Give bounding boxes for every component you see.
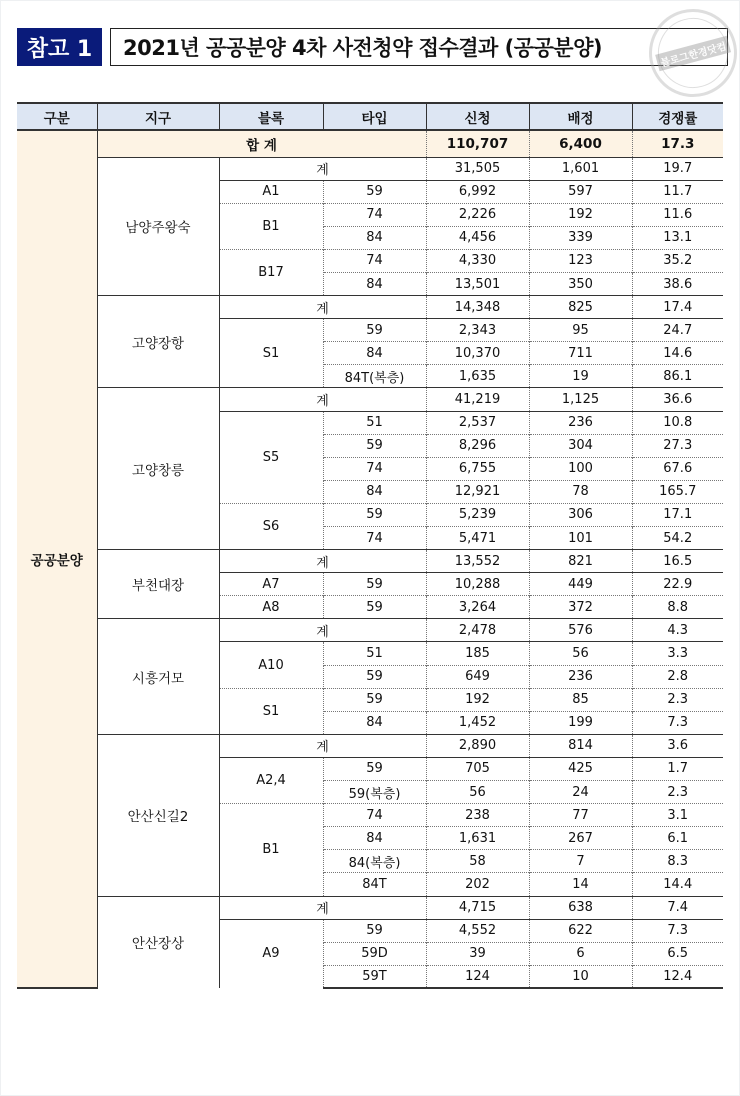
- allocated-cell: 78: [529, 480, 632, 503]
- subtotal-ratio: 16.5: [632, 550, 723, 573]
- district-subtotal-row: [17, 734, 723, 757]
- block-cell: B1: [219, 203, 323, 249]
- type-cell: 84: [323, 711, 426, 734]
- district-subtotal-row: [17, 896, 723, 919]
- block-cell: A10: [219, 642, 323, 688]
- allocated-cell: 101: [529, 527, 632, 550]
- page-title: 2021년 공공분양 4차 사전청약 접수결과 (공공분양): [110, 28, 728, 66]
- type-cell: 74: [323, 527, 426, 550]
- ratio-cell: 14.4: [632, 873, 723, 896]
- district-name: 고양장항: [97, 296, 219, 388]
- subtotal-label: 계: [219, 157, 426, 180]
- applications-cell: 192: [426, 688, 529, 711]
- subtotal-allocated: 1,601: [529, 157, 632, 180]
- ratio-cell: 13.1: [632, 226, 723, 249]
- block-cell: S5: [219, 411, 323, 503]
- ratio-cell: 24.7: [632, 319, 723, 342]
- applications-cell: 2,226: [426, 203, 529, 226]
- type-cell: 59: [323, 688, 426, 711]
- district-name: 남양주왕숙: [97, 157, 219, 296]
- column-header-block: 블록: [219, 103, 323, 130]
- allocated-cell: 10: [529, 965, 632, 988]
- district-name: 부천대장: [97, 550, 219, 619]
- type-cell: 74: [323, 457, 426, 480]
- table-body: [17, 130, 723, 988]
- subtotal-label: 계: [219, 619, 426, 642]
- grand-total-allocated: 6,400: [529, 130, 632, 157]
- allocated-cell: 236: [529, 411, 632, 434]
- block-cell: A2,4: [219, 757, 323, 803]
- applications-cell: 13,501: [426, 272, 529, 295]
- applications-cell: 3,264: [426, 596, 529, 619]
- district-subtotal-row: [17, 157, 723, 180]
- allocated-cell: 306: [529, 503, 632, 526]
- district-name: 시흥거모: [97, 619, 219, 734]
- subtotal-applications: 2,890: [426, 734, 529, 757]
- column-header-applications: 신청: [426, 103, 529, 130]
- subtotal-allocated: 821: [529, 550, 632, 573]
- applications-cell: 56: [426, 781, 529, 804]
- ratio-cell: 12.4: [632, 965, 723, 988]
- type-cell: 59: [323, 919, 426, 942]
- ratio-cell: 17.1: [632, 503, 723, 526]
- ratio-cell: 7.3: [632, 919, 723, 942]
- subtotal-ratio: 7.4: [632, 896, 723, 919]
- ratio-cell: 2.3: [632, 688, 723, 711]
- type-cell: 84T: [323, 873, 426, 896]
- column-header-district: 지구: [97, 103, 219, 130]
- applications-cell: 8,296: [426, 434, 529, 457]
- ratio-cell: 3.3: [632, 642, 723, 665]
- district-subtotal-row: [17, 296, 723, 319]
- type-cell: 59: [323, 319, 426, 342]
- subtotal-label: 계: [219, 896, 426, 919]
- district-subtotal-row: [17, 550, 723, 573]
- type-cell: 51: [323, 411, 426, 434]
- applications-cell: 5,471: [426, 527, 529, 550]
- subtotal-label: 계: [219, 388, 426, 411]
- type-cell: 74: [323, 203, 426, 226]
- ratio-cell: 10.8: [632, 411, 723, 434]
- type-cell: 84: [323, 342, 426, 365]
- applications-cell: 58: [426, 850, 529, 873]
- subtotal-allocated: 1,125: [529, 388, 632, 411]
- applications-cell: 1,631: [426, 827, 529, 850]
- type-cell: 59T: [323, 965, 426, 988]
- allocated-cell: 85: [529, 688, 632, 711]
- applications-cell: 2,537: [426, 411, 529, 434]
- ratio-cell: 2.3: [632, 781, 723, 804]
- applications-cell: 238: [426, 804, 529, 827]
- allocated-cell: 100: [529, 457, 632, 480]
- block-cell: S6: [219, 503, 323, 549]
- block-cell: A8: [219, 596, 323, 619]
- block-cell: A1: [219, 180, 323, 203]
- block-cell: A9: [219, 919, 323, 988]
- subtotal-ratio: 4.3: [632, 619, 723, 642]
- applications-cell: 202: [426, 873, 529, 896]
- ratio-cell: 86.1: [632, 365, 723, 388]
- type-cell: 59(복층): [323, 781, 426, 804]
- ratio-cell: 6.5: [632, 942, 723, 965]
- ratio-cell: 8.3: [632, 850, 723, 873]
- allocated-cell: 372: [529, 596, 632, 619]
- applications-cell: 12,921: [426, 480, 529, 503]
- subtotal-applications: 41,219: [426, 388, 529, 411]
- allocated-cell: 192: [529, 203, 632, 226]
- applications-cell: 649: [426, 665, 529, 688]
- subtotal-ratio: 36.6: [632, 388, 723, 411]
- applications-cell: 1,452: [426, 711, 529, 734]
- subtotal-allocated: 638: [529, 896, 632, 919]
- subtotal-ratio: 19.7: [632, 157, 723, 180]
- column-header-allocated: 배정: [529, 103, 632, 130]
- allocated-cell: 350: [529, 272, 632, 295]
- column-header-type: 타입: [323, 103, 426, 130]
- type-cell: 84T(복층): [323, 365, 426, 388]
- applications-cell: 10,288: [426, 573, 529, 596]
- allocated-cell: 77: [529, 804, 632, 827]
- type-cell: 59: [323, 180, 426, 203]
- applications-cell: 1,635: [426, 365, 529, 388]
- applications-cell: 185: [426, 642, 529, 665]
- type-cell: 59: [323, 503, 426, 526]
- allocated-cell: 24: [529, 781, 632, 804]
- ratio-cell: 6.1: [632, 827, 723, 850]
- allocated-cell: 14: [529, 873, 632, 896]
- block-cell: A7: [219, 573, 323, 596]
- allocated-cell: 56: [529, 642, 632, 665]
- allocated-cell: 622: [529, 919, 632, 942]
- subtotal-allocated: 814: [529, 734, 632, 757]
- ratio-cell: 11.7: [632, 180, 723, 203]
- allocated-cell: 425: [529, 757, 632, 780]
- type-cell: 59: [323, 434, 426, 457]
- allocated-cell: 6: [529, 942, 632, 965]
- district-name: 고양창릉: [97, 388, 219, 550]
- allocated-cell: 7: [529, 850, 632, 873]
- district-subtotal-row: [17, 619, 723, 642]
- subtotal-applications: 31,505: [426, 157, 529, 180]
- subtotal-label: 계: [219, 296, 426, 319]
- district-name: 안산장상: [97, 896, 219, 988]
- block-cell: S1: [219, 688, 323, 734]
- applications-cell: 4,330: [426, 249, 529, 272]
- reference-badge: 참고 1: [17, 28, 102, 66]
- type-cell: 59: [323, 757, 426, 780]
- block-cell: S1: [219, 319, 323, 388]
- applications-cell: 124: [426, 965, 529, 988]
- allocated-cell: 267: [529, 827, 632, 850]
- applications-cell: 5,239: [426, 503, 529, 526]
- type-cell: 84: [323, 827, 426, 850]
- allocated-cell: 95: [529, 319, 632, 342]
- type-cell: 74: [323, 804, 426, 827]
- ratio-cell: 35.2: [632, 249, 723, 272]
- column-header-category: 구분: [17, 103, 97, 130]
- subtotal-label: 계: [219, 550, 426, 573]
- subtotal-ratio: 3.6: [632, 734, 723, 757]
- type-cell: 59: [323, 573, 426, 596]
- ratio-cell: 2.8: [632, 665, 723, 688]
- applications-cell: 10,370: [426, 342, 529, 365]
- column-header-ratio: 경쟁률: [632, 103, 723, 130]
- allocated-cell: 199: [529, 711, 632, 734]
- allocated-cell: 123: [529, 249, 632, 272]
- applications-cell: 2,343: [426, 319, 529, 342]
- subtotal-applications: 4,715: [426, 896, 529, 919]
- ratio-cell: 165.7: [632, 480, 723, 503]
- district-subtotal-row: [17, 388, 723, 411]
- ratio-cell: 27.3: [632, 434, 723, 457]
- type-cell: 59: [323, 596, 426, 619]
- district-name: 안산신길2: [97, 734, 219, 896]
- subtotal-allocated: 825: [529, 296, 632, 319]
- type-cell: 84: [323, 480, 426, 503]
- table-header-row: [17, 103, 723, 130]
- applications-cell: 39: [426, 942, 529, 965]
- allocated-cell: 449: [529, 573, 632, 596]
- allocated-cell: 19: [529, 365, 632, 388]
- ratio-cell: 11.6: [632, 203, 723, 226]
- type-cell: 84: [323, 226, 426, 249]
- applications-cell: 6,992: [426, 180, 529, 203]
- ratio-cell: 54.2: [632, 527, 723, 550]
- subtotal-applications: 13,552: [426, 550, 529, 573]
- ratio-cell: 67.6: [632, 457, 723, 480]
- grand-total-applications: 110,707: [426, 130, 529, 157]
- applications-cell: 705: [426, 757, 529, 780]
- ratio-cell: 1.7: [632, 757, 723, 780]
- grand-total-label: 합 계: [97, 130, 426, 157]
- allocated-cell: 597: [529, 180, 632, 203]
- ratio-cell: 14.6: [632, 342, 723, 365]
- subtotal-label: 계: [219, 734, 426, 757]
- type-cell: 74: [323, 249, 426, 272]
- applications-cell: 4,456: [426, 226, 529, 249]
- type-cell: 84(복층): [323, 850, 426, 873]
- ratio-cell: 3.1: [632, 804, 723, 827]
- type-cell: 59D: [323, 942, 426, 965]
- block-cell: B17: [219, 249, 323, 295]
- allocated-cell: 304: [529, 434, 632, 457]
- ratio-cell: 7.3: [632, 711, 723, 734]
- allocated-cell: 236: [529, 665, 632, 688]
- watermark-text: 블로그한경닷컴: [655, 35, 731, 70]
- subscription-results-table: [17, 102, 723, 989]
- grand-total-ratio: 17.3: [632, 130, 723, 157]
- ratio-cell: 22.9: [632, 573, 723, 596]
- type-cell: 51: [323, 642, 426, 665]
- subtotal-allocated: 576: [529, 619, 632, 642]
- subtotal-ratio: 17.4: [632, 296, 723, 319]
- applications-cell: 4,552: [426, 919, 529, 942]
- block-cell: B1: [219, 804, 323, 896]
- allocated-cell: 339: [529, 226, 632, 249]
- ratio-cell: 38.6: [632, 272, 723, 295]
- category-cell: 공공분양: [17, 130, 97, 988]
- subtotal-applications: 2,478: [426, 619, 529, 642]
- grand-total-row: [17, 130, 723, 157]
- subtotal-applications: 14,348: [426, 296, 529, 319]
- type-cell: 84: [323, 272, 426, 295]
- applications-cell: 6,755: [426, 457, 529, 480]
- allocated-cell: 711: [529, 342, 632, 365]
- ratio-cell: 8.8: [632, 596, 723, 619]
- type-cell: 59: [323, 665, 426, 688]
